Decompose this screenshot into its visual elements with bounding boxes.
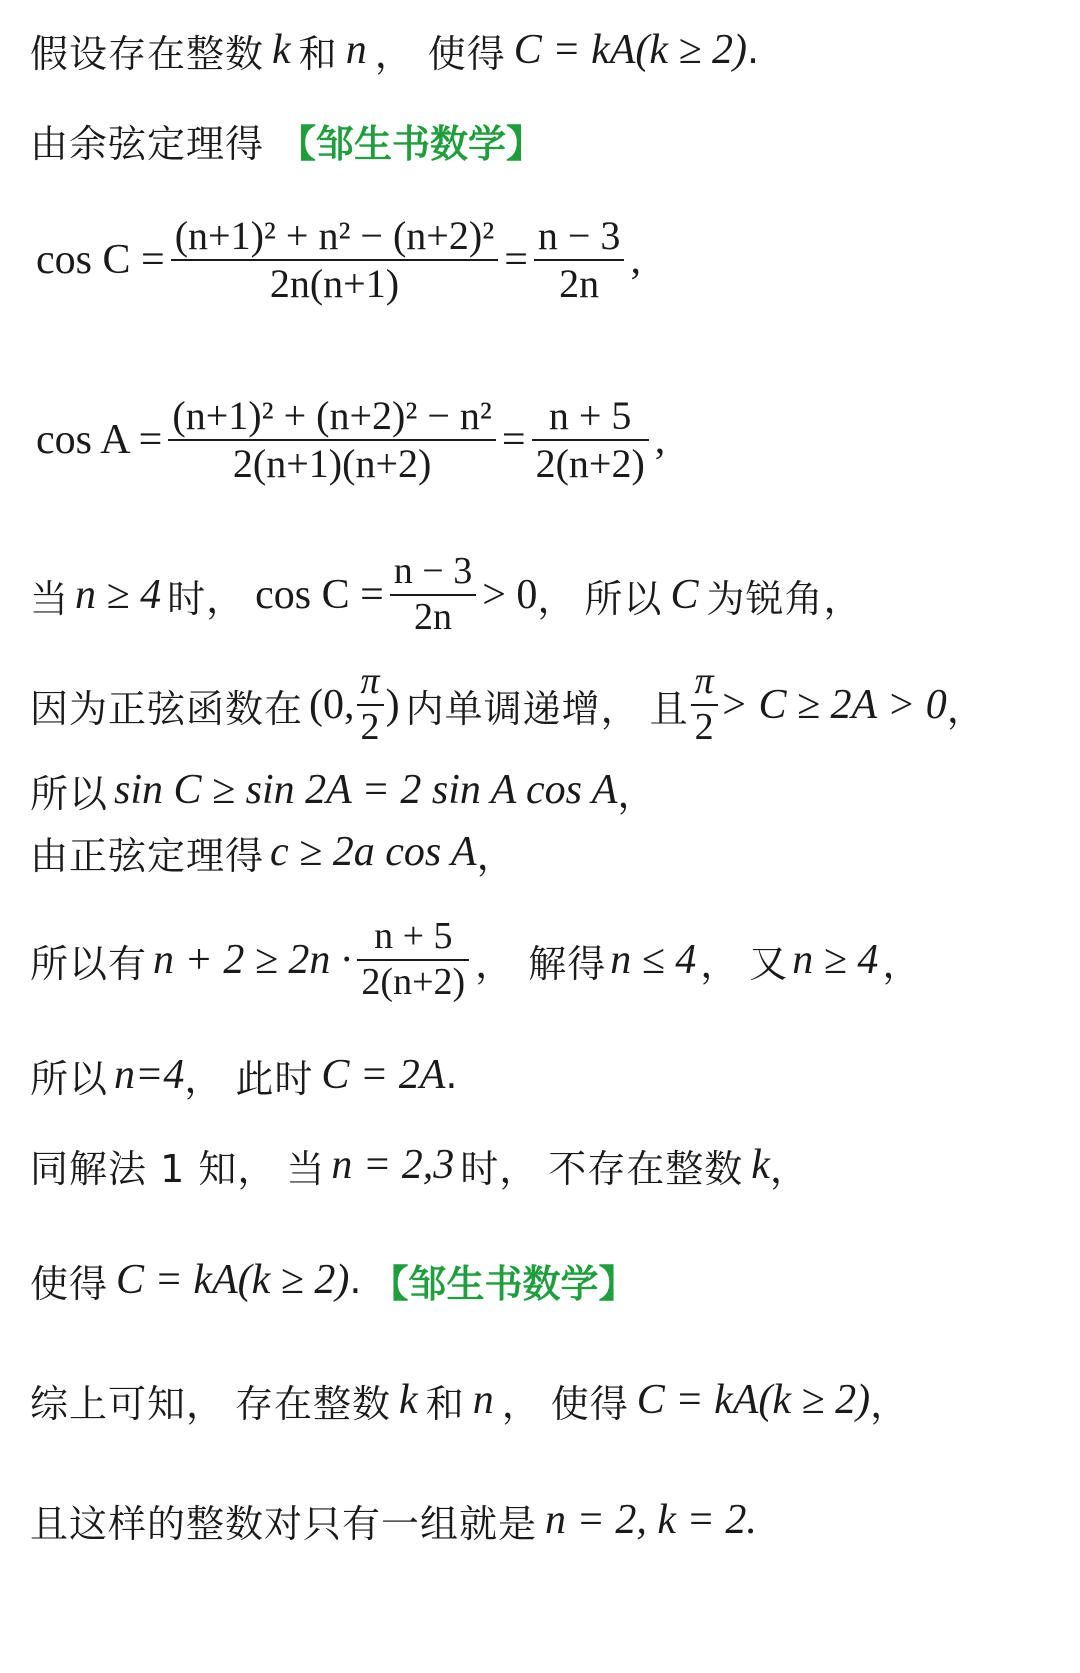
text: 和 [298, 31, 338, 76]
text: 为锐角， [706, 576, 863, 621]
text: 且这样的整数对只有一组就是 [30, 1501, 538, 1546]
text: 存在整数 [235, 1381, 392, 1426]
math-var: k [399, 1377, 418, 1423]
text: 所以 [584, 576, 663, 621]
text: 不存在整数 [548, 1146, 744, 1191]
line-8 [30, 822, 1060, 882]
math-expression: n + 2 ≥ 2n · [153, 937, 352, 983]
math-op: = [501, 417, 526, 463]
text: 使得 [550, 1381, 629, 1426]
text: 时， [460, 1146, 539, 1191]
text: . [349, 1258, 363, 1302]
text: 当 [30, 576, 70, 621]
line-6 [30, 655, 1060, 755]
text: 使得 [427, 31, 506, 76]
text: 所以 [30, 771, 109, 816]
math-var: n [345, 27, 367, 73]
math-expression: n ≤ 4 [610, 937, 697, 983]
line-14 [30, 1490, 1060, 1550]
text: 且 [649, 686, 689, 731]
math-expression: C = 2A [321, 1052, 446, 1098]
denominator: 2 [360, 706, 380, 748]
text: ， [870, 1381, 910, 1426]
math-expression: c ≥ 2a cos A [270, 829, 477, 875]
math-expression: sin C ≥ sin 2A = 2 sin A cos A [114, 767, 618, 813]
fraction [168, 393, 496, 487]
text: 和 [425, 1381, 465, 1426]
fraction [357, 660, 384, 749]
math-var: k [751, 1142, 770, 1188]
fraction [691, 660, 718, 749]
math-expression: n ≥ 4 [792, 937, 879, 983]
math-op: = [504, 237, 528, 283]
denominator: 2n [559, 261, 600, 306]
math-lhs: cos A = [36, 417, 163, 463]
text: 由余弦定理得 [30, 121, 265, 166]
text: ， [882, 941, 922, 986]
math-var: n [472, 1377, 494, 1423]
text: ， [184, 1056, 224, 1101]
math-expression: n = 2,3 [331, 1142, 455, 1188]
numerator: π [360, 660, 380, 703]
text: 所以 [30, 1056, 109, 1101]
math-op: , [654, 417, 666, 463]
line-2 [30, 110, 1060, 170]
math-op: , [630, 237, 641, 283]
numerator: (n+1)² + n² − (n+2)² [174, 213, 495, 258]
math-lhs: cos C = [36, 237, 165, 283]
watermark-tag: 【邹生书数学】 [278, 121, 545, 166]
text: 因为正弦函数在 [30, 686, 304, 731]
text: 又 [749, 941, 789, 986]
text: ， [374, 31, 414, 76]
text: 解得 [528, 941, 607, 986]
denominator: 2n(n+1) [269, 261, 400, 306]
text: 同解法 1 知， [30, 1146, 277, 1191]
text: 当 [286, 1146, 326, 1191]
line-1 [30, 20, 1060, 80]
fraction [534, 213, 625, 307]
fraction [171, 213, 499, 307]
numerator: n − 3 [537, 213, 621, 258]
numerator: (n+1)² + (n+2)² − n² [172, 393, 492, 438]
fraction [357, 915, 469, 1004]
line-12 [30, 1250, 1060, 1310]
numerator: π [694, 660, 714, 703]
math-expression: n=4 [114, 1052, 185, 1098]
text: . [445, 1053, 459, 1097]
text: 综上可知， [30, 1381, 226, 1426]
text: ， [946, 686, 986, 731]
math-expression: ) [385, 682, 400, 728]
text: 使得 [30, 1261, 109, 1306]
denominator: 2(n+2) [361, 961, 466, 1003]
text: 所以有 [30, 941, 148, 986]
text: ， [769, 1146, 809, 1191]
math-expression: C = kA(k ≥ 2) [513, 27, 748, 73]
line-10 [30, 1045, 1060, 1105]
line-11 [30, 1135, 1060, 1195]
text: . [747, 28, 761, 72]
numerator: n + 5 [374, 915, 453, 958]
text: 假设存在整数 [30, 31, 265, 76]
denominator: 2n [414, 596, 452, 638]
math-expression: (0, [309, 682, 355, 728]
math-expression: > 0 [482, 572, 538, 618]
text: 时， [167, 576, 246, 621]
math-expression: C = kA(k ≥ 2) [636, 1377, 871, 1423]
line-5 [30, 540, 1060, 650]
text: ， [476, 833, 516, 878]
math-var: C [670, 572, 699, 618]
text: ， [617, 771, 657, 816]
text: ， [537, 576, 577, 621]
line-9 [30, 905, 1060, 1015]
line-7 [30, 760, 1060, 820]
math-expression: n ≥ 4 [75, 572, 162, 618]
text: 由正弦定理得 [30, 833, 265, 878]
denominator: 2 [694, 706, 714, 748]
math-expression: > C ≥ 2A > 0 [719, 682, 947, 728]
fraction [532, 393, 649, 487]
text: 内单调递增， [405, 686, 640, 731]
numerator: n + 5 [548, 393, 632, 438]
watermark-tag: 【邹生书数学】 [370, 1261, 637, 1306]
fraction [390, 550, 476, 639]
math-lhs: cos C = [255, 572, 384, 618]
line-3-cosC [36, 200, 1060, 320]
text: ， [700, 941, 740, 986]
math-expression: C = kA(k ≥ 2) [116, 1257, 350, 1303]
text: ， [501, 1381, 541, 1426]
text: 此时 [235, 1056, 314, 1101]
line-13 [30, 1370, 1060, 1430]
math-expression: n = 2, k = 2. [545, 1497, 757, 1543]
text: ， [475, 941, 515, 986]
line-4-cosA [36, 380, 1060, 500]
denominator: 2(n+1)(n+2) [232, 441, 432, 486]
denominator: 2(n+2) [535, 441, 645, 486]
math-var: k [272, 27, 291, 73]
numerator: n − 3 [393, 550, 473, 593]
